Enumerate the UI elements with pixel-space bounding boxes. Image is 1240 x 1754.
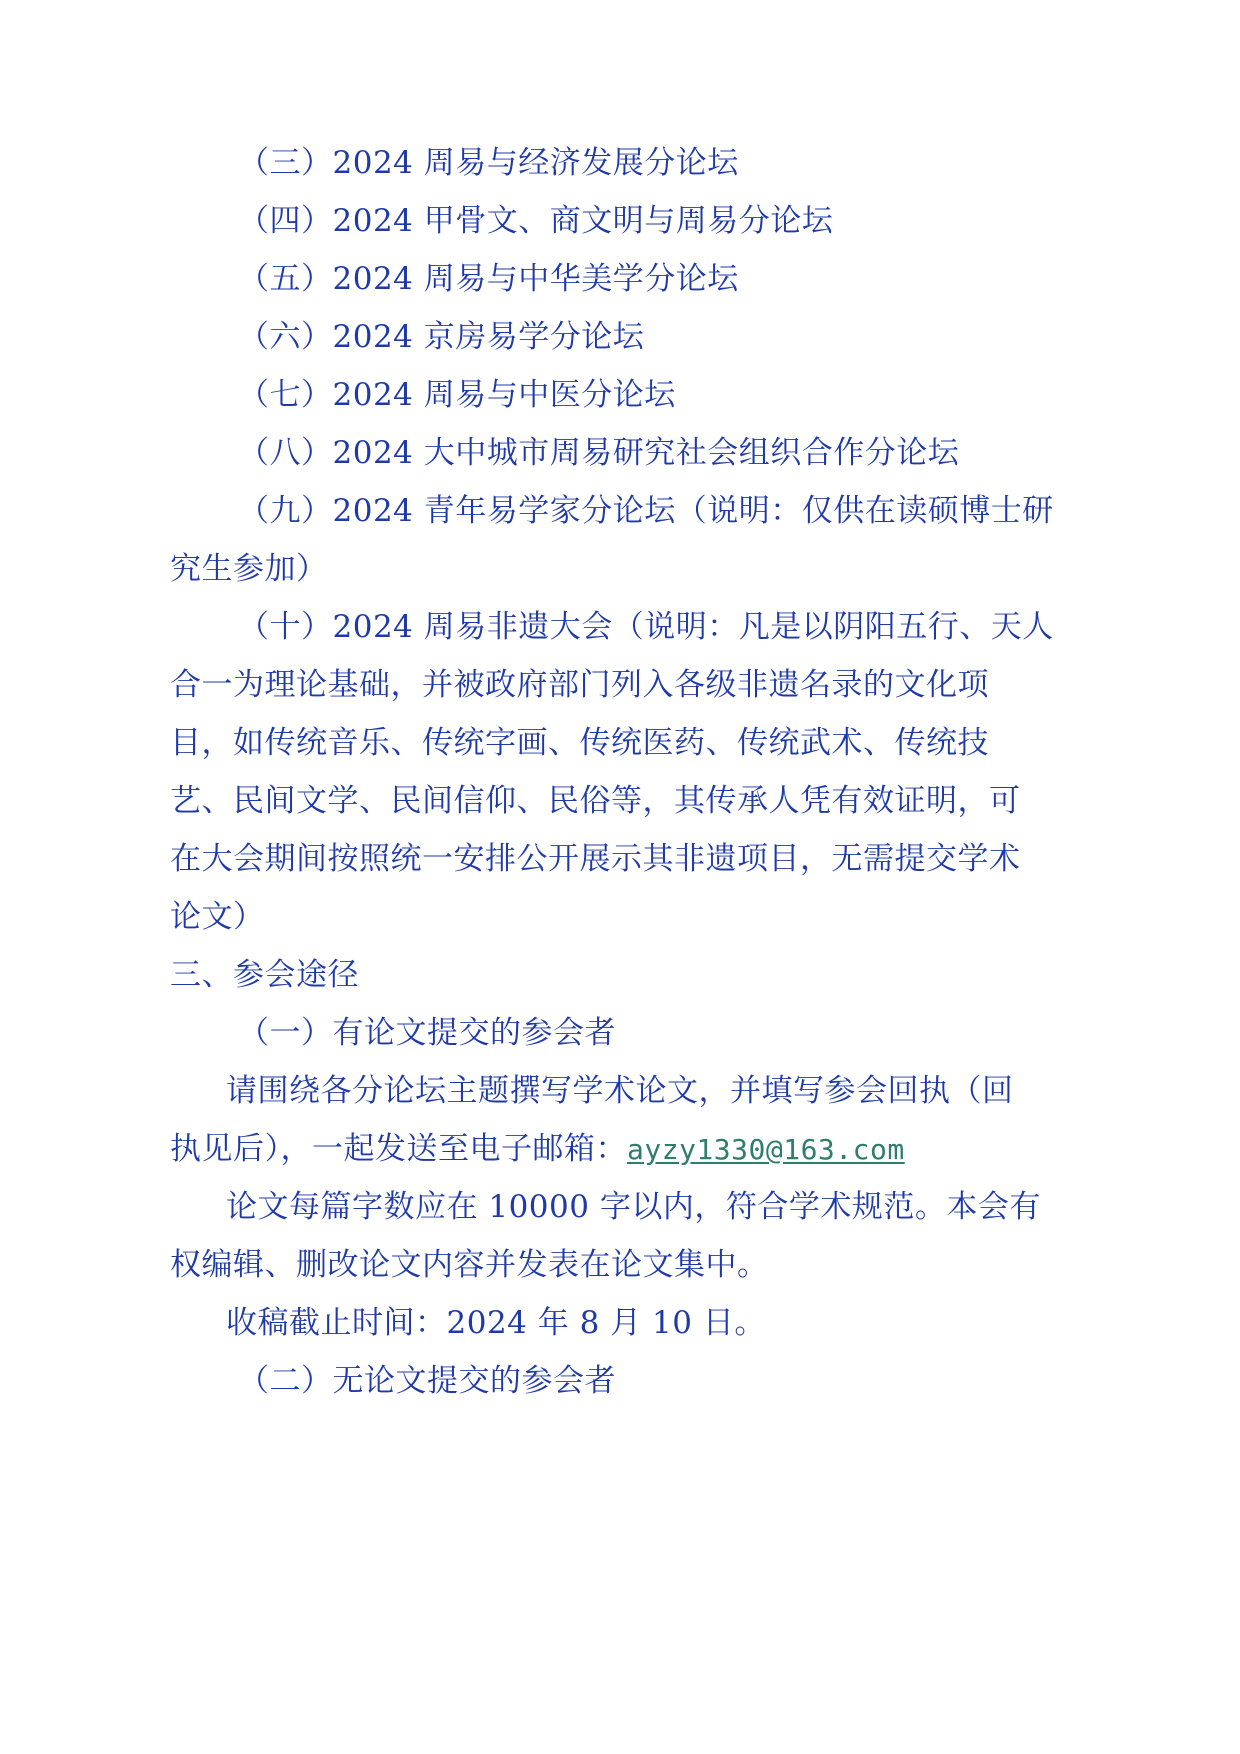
forum-item-5: （五）2024 周易与中华美学分论坛 [238,261,739,297]
subheading-without-paper: （二）无论文提交的参会者 [238,1363,616,1399]
subheading-with-paper: （一）有论文提交的参会者 [238,1015,616,1051]
deadline-text: 收稿截止时间：2024 年 8 月 10 日。 [226,1305,766,1341]
forum-item-10-line1: （十）2024 周易非遗大会（说明：凡是以阴阳五行、天人 [238,609,1054,645]
paragraph-wordcount-line1: 论文每篇字数应在 10000 字以内，符合学术规范。本会有 [226,1189,1041,1225]
forum-item-9-line2: 究生参加） [170,551,328,587]
forum-item-10-line6: 论文） [170,899,265,935]
forum-item-10-line2: 合一为理论基础，并被政府部门列入各级非遗名录的文化项 [170,667,989,703]
forum-item-10-line3: 目，如传统音乐、传统字画、传统医药、传统武术、传统技 [170,725,989,761]
forum-item-10-line5: 在大会期间按照统一安排公开展示其非遗项目，无需提交学术 [170,841,1021,877]
forum-item-10-line4: 艺、民间文学、民间信仰、民俗等，其传承人凭有效证明，可 [170,783,1021,819]
paragraph-submission-line2 [170,1129,905,1170]
email-label: 执见后），一起发送至电子邮箱： [170,1131,627,1167]
paragraph-wordcount-line2: 权编辑、删改论文内容并发表在论文集中。 [170,1247,769,1283]
forum-item-9-line1: （九）2024 青年易学家分论坛（说明：仅供在读硕博士研 [238,493,1054,529]
section-heading-participation: 三、参会途径 [170,957,359,993]
email-link[interactable]: ayzy1330@163.com [627,1133,905,1166]
forum-item-7: （七）2024 周易与中医分论坛 [238,377,676,413]
forum-item-3: （三）2024 周易与经济发展分论坛 [238,145,739,181]
forum-item-4: （四）2024 甲骨文、商文明与周易分论坛 [238,203,834,239]
forum-item-8: （八）2024 大中城市周易研究社会组织合作分论坛 [238,435,960,471]
forum-item-6: （六）2024 京房易学分论坛 [238,319,645,355]
paragraph-submission-line1: 请围绕各分论坛主题撰写学术论文，并填写参会回执（回 [226,1073,1014,1109]
